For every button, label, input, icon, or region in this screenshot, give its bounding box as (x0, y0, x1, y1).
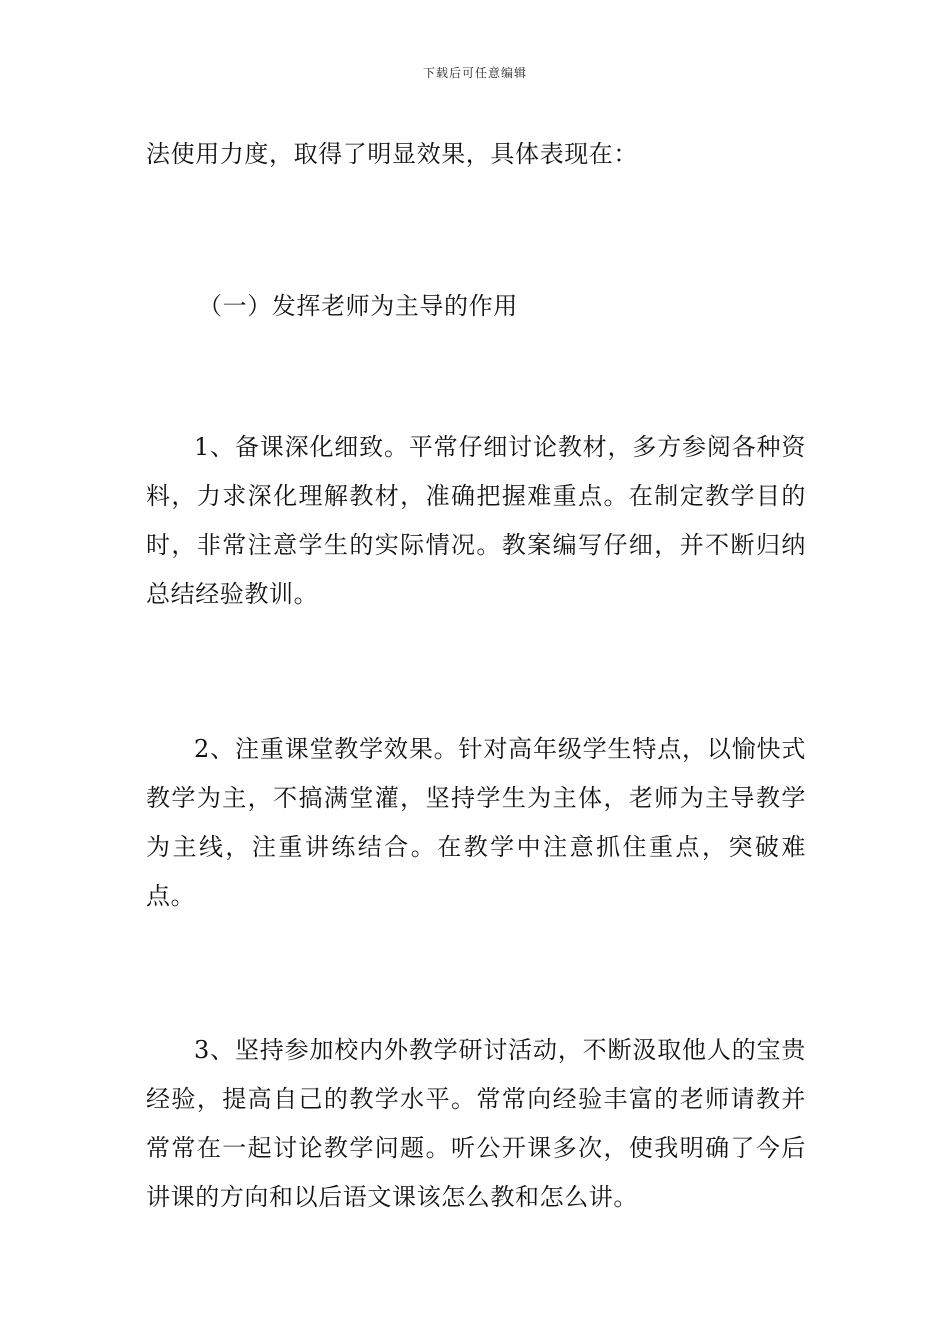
paragraph-3: 3、坚持参加校内外教学研讨活动，不断汲取他人的宝贵经验，提高自己的教学水平。常常向经验丰富的老师请教并常常在一起讨论教学问题。听公开课多次，使我明确了今后讲课的方向和以后语文课该怎么教和怎么讲。 (146, 1036, 806, 1211)
page-header: 下载后可任意编辑 (422, 66, 527, 80)
continuation-text: 法使用力度，取得了明显效果，具体表现在： (146, 140, 638, 168)
paragraph-2: 2、注重课堂教学效果。针对高年级学生特点，以愉快式教学为主，不搞满堂灌，坚持学生为主体，老师为主导教学为主线，注重讲练结合。在教学中注意抓住重点，突破难点。 (146, 735, 806, 910)
paragraph-1: 1、备课深化细致。平常仔细讨论教材，多方参阅各种资料，力求深化理解教材，准确把握难重点。在制定教学目的时，非常注意学生的实际情况。教案编写仔细，并不断归纳总结经验教训。 (146, 433, 806, 608)
section-heading: （一）发挥老师为主导的作用 (198, 292, 518, 320)
